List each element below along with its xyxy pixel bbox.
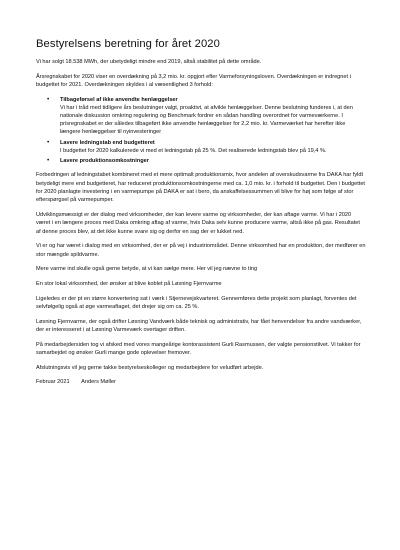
paragraph-staff: På medarbejdersiden tog vi afsked med vores mangeårige kontorassistent Gurli Rasmussen, der valgte pensionstilvet. Vi takker for samarbejdet og ønsker Gurli mange gode oplevelser fremover.: [36, 341, 361, 357]
paragraph-more-heat: Mere varme ind skulle også gerne betyde, at vi kan sælge mere. Her vil jeg nævne to ting: [36, 266, 258, 273]
list-item: [60, 139, 366, 155]
paragraph-waterworks: Løsning Fjernvarme, der også drifter Løsning Vandværk både teknisk og administrativ, har fået henvendelser fra andre vandværker, der er interesseret i at Løsning Varmeværk overtager driften.: [36, 318, 362, 334]
list-item-title: • Lavere produktionsomkostninger: [60, 158, 149, 165]
paragraph-closing: Afslutningsvis vil jeg gerne takke bestyrelseskolleger og medarbejdere for veludført arbejde.: [36, 364, 264, 371]
paragraph-conversion: Ligeledes er der pt en større konvertering sat i værk i Stjernevejskvarteret. Gennemføres dette projekt som planlagt, forventes det selvfølgelig også at øge varmeaftaget, det drejer sig om ca. 25 %.: [36, 295, 357, 311]
paragraph-industry-company: Vi er og har været i dialog med en virksomhed, der er på vej i industriområdet. Denne virksomhed har en produktion, der medfører en stor mængde spildvarme.: [36, 243, 366, 258]
paragraph-sales: Vi har solgt 18.538 MWh, der ubetydeligt mindre end 2019, altså stabilitet på dette område.: [36, 59, 262, 65]
paragraph-local-company: En stor lokal virksomhed, der ønsker at blive koblet på Løsning Fjernvarme: [36, 281, 222, 288]
list-item: [60, 96, 366, 137]
list-item-body: I budgettet for 2020 kalkulerede vi med et ledningstab på 25 %. Det realiserede ledningstab blev på 19,4 %.: [60, 147, 327, 154]
signature-name: Anders Møller: [81, 379, 116, 386]
page-title: Bestyrelsens beretning for året 2020: [36, 38, 220, 50]
reasons-list: [36, 96, 366, 166]
paragraph-annual-accounts: Årsregnskabet for 2020 viser en overdækning på 3,2 mio. kr. opgjort efter Varmeforsyningsloven. Overdækningen er indregnet i budgettet for 2021. Overdækningen skyldes i al væsentlighed 3 forhold:: [36, 73, 351, 88]
list-item: [60, 157, 366, 165]
signature-line: [36, 378, 366, 386]
list-item-body: Vi har i tråd med tidligere års beslutninger valgt, proaktivt, at afvikle henlæggelser. Denne beslutning funderes i, at den nationale diskussion omkring regulering og Benchmark fordrer en sådan handling overordnet for varmeværkerne. I prisregnskabet er der således tilbageført ikke anvendte henlæggelser for 2,2 mio. kr. Varmeværket har herefter ikke længere henlæggelser til nyinvesteringer: [60, 104, 353, 136]
paragraph-production-mix: Forbedringen af ledningstabet kombineret med et mere optimalt produktionsmix, hvor andelen af overskudsvarme fra DAKA har fyldt betydeligt mere end budgetteret, har reduceret produktionsomkostningerne med ca. 1,0 mio. kr. i forhold til budgettet. Den i budgettet for 2020 planlagte investering i en varmepumpe på DAKA er sat i bero, da anskaffelsessummen vil blive for høj som følge af stor efterspørgsel på varmepumper.: [36, 172, 365, 204]
paragraph-development-dialog: Udviklingsmæssigt er der dialog med virksomheder, der kan levere varme og virksomheder, der kan aftage varme. Vi har i 2020 været i en længere proces med Daka omkring aftag af varme, hvis Daka selv kunne producere varme, altså ikke på gas. Resultatet af denne proces blev, at det ikke kunne svare sig og derfor en sag der er lukket ned.: [36, 212, 360, 235]
list-item-title: • Tilbageførsel af ikke anvendte henlæggelser: [60, 96, 178, 103]
signature-date: Februar 2021: [36, 379, 70, 386]
list-item-title: • Lavere ledningstab end budgetteret: [60, 139, 155, 146]
